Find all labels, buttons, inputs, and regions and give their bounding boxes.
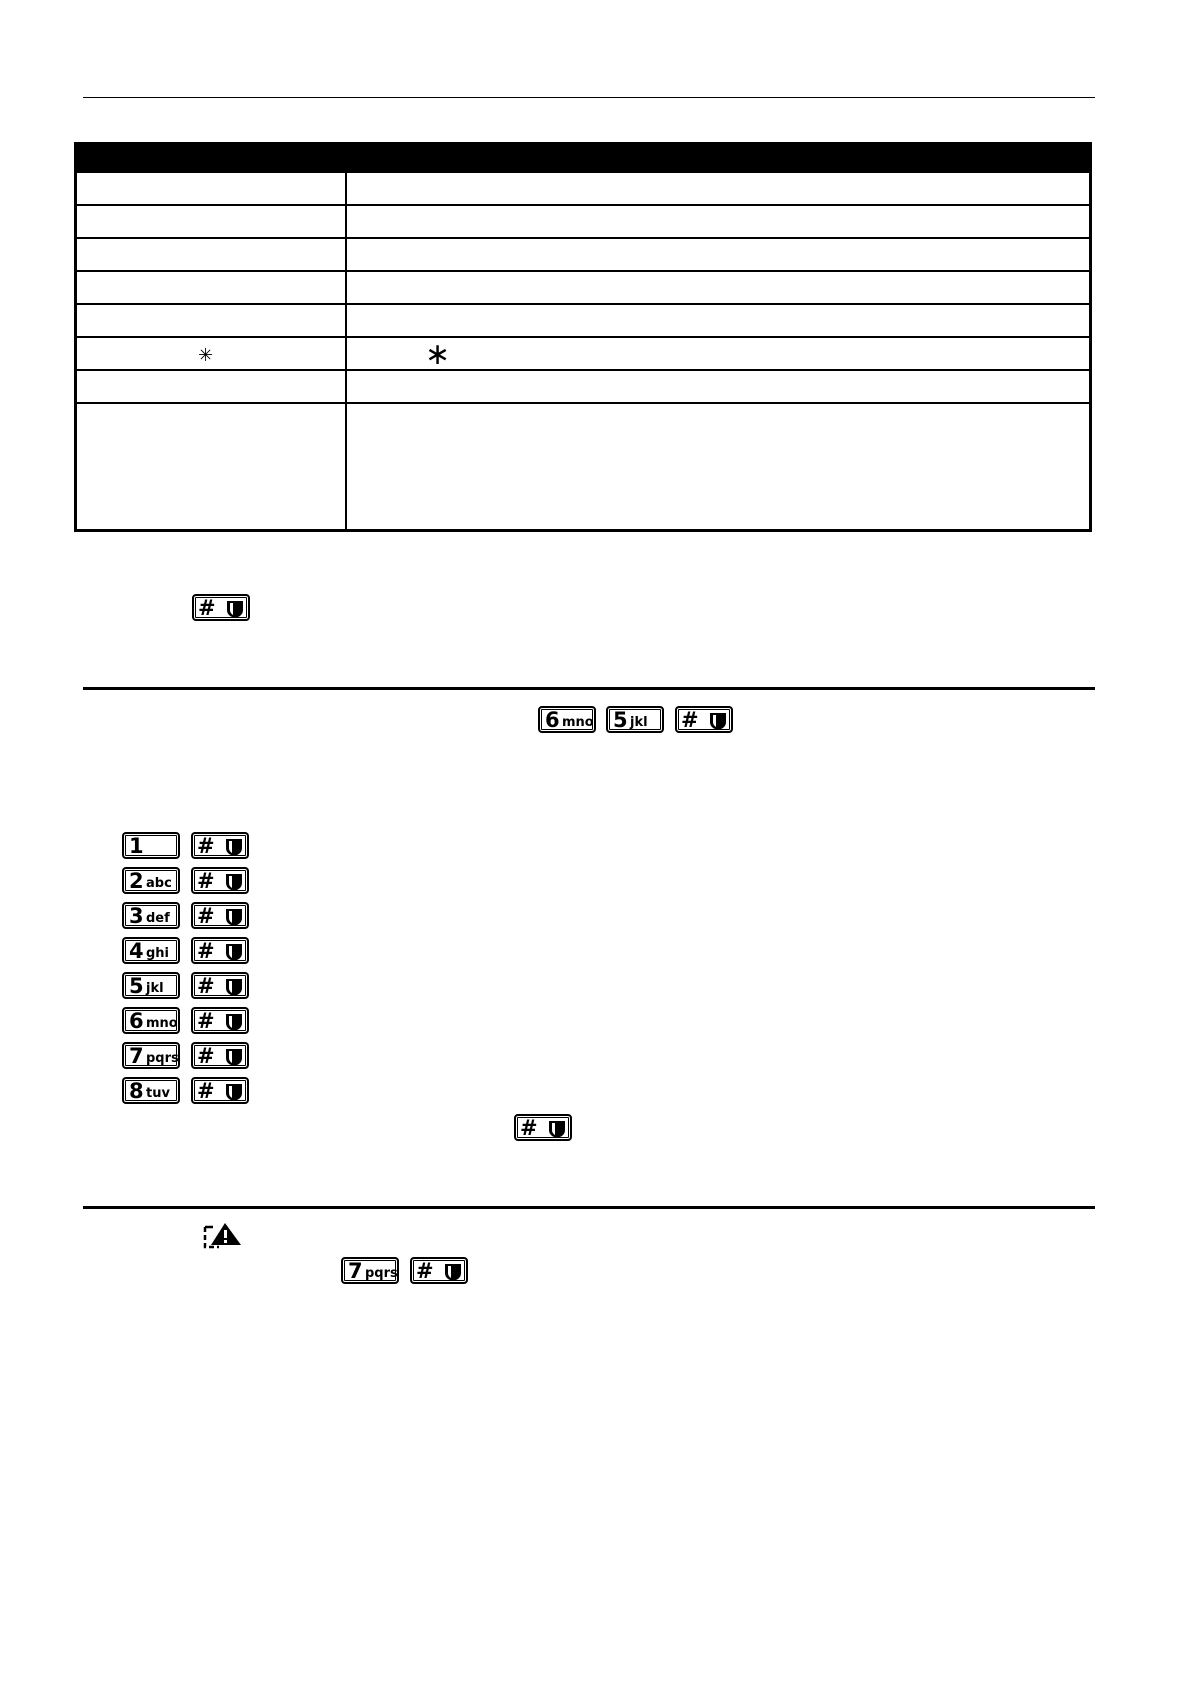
- shield-icon: [223, 942, 245, 962]
- key-digit: 1: [129, 834, 144, 858]
- shield-icon: [707, 711, 729, 731]
- key-5: [606, 706, 664, 733]
- hash-key: [191, 937, 249, 964]
- hash-key: [191, 902, 249, 929]
- hash-key: [191, 1077, 249, 1104]
- table-header-bar: [74, 142, 1092, 173]
- hash-symbol: #: [197, 974, 215, 998]
- key-letters: ghi: [146, 946, 170, 961]
- key-digit: 5: [613, 708, 628, 732]
- key-letters: mno: [146, 1016, 178, 1031]
- key-7: [122, 1042, 180, 1069]
- shield-icon: [223, 1082, 245, 1102]
- key-digit: 7: [348, 1259, 363, 1283]
- key-4: [122, 937, 180, 964]
- hash-symbol: #: [520, 1116, 538, 1140]
- table-row: [77, 404, 1089, 529]
- hash-symbol: #: [197, 904, 215, 928]
- key-letters: tuv: [146, 1086, 170, 1101]
- key-3: [122, 902, 180, 929]
- key-digit: 6: [129, 1009, 144, 1033]
- hash-key: [191, 832, 249, 859]
- key-letters: pqrs: [146, 1051, 179, 1066]
- table-row: [77, 173, 1089, 206]
- hash-key: [191, 1007, 249, 1034]
- hash-symbol: #: [198, 596, 216, 620]
- shield-icon: [442, 1262, 464, 1282]
- shield-icon: [223, 1047, 245, 1067]
- table-row: [77, 239, 1089, 272]
- key-1: [122, 832, 180, 859]
- hash-key: [191, 972, 249, 999]
- hash-key: [514, 1114, 572, 1141]
- key-5: [122, 972, 180, 999]
- shield-icon: [223, 872, 245, 892]
- top-rule: [83, 97, 1095, 98]
- key-letters: pqrs: [365, 1266, 398, 1281]
- table-row: [77, 338, 1089, 371]
- key-letters: def: [146, 911, 170, 926]
- key-digit: 5: [129, 974, 144, 998]
- key-digit: 6: [545, 708, 560, 732]
- key-digit: 3: [129, 904, 144, 928]
- hash-key: [191, 1042, 249, 1069]
- hash-key: [192, 594, 250, 621]
- table-row: [77, 206, 1089, 239]
- key-letters: jkl: [146, 981, 164, 996]
- key-6: [122, 1007, 180, 1034]
- table-row: [77, 305, 1089, 338]
- hash-symbol: #: [416, 1259, 434, 1283]
- key-letters: abc: [146, 876, 172, 891]
- shield-icon: [546, 1119, 568, 1139]
- key-digit: 4: [129, 939, 144, 963]
- warning-icon: [203, 1221, 243, 1249]
- key-digit: 8: [129, 1079, 144, 1103]
- key-digit: 7: [129, 1044, 144, 1068]
- hash-key: [410, 1257, 468, 1284]
- key-6: [538, 706, 596, 733]
- hash-symbol: #: [197, 1009, 215, 1033]
- table-row: [77, 272, 1089, 305]
- hash-symbol: #: [197, 1044, 215, 1068]
- key-letters: mno: [562, 715, 594, 730]
- hash-key: [191, 867, 249, 894]
- shield-icon: [223, 837, 245, 857]
- settings-table: [74, 142, 1092, 532]
- key-7: [341, 1257, 399, 1284]
- section-rule: [83, 1206, 1095, 1209]
- hash-symbol: #: [197, 1079, 215, 1103]
- key-2: [122, 867, 180, 894]
- table-row: [77, 371, 1089, 404]
- hash-key: [675, 706, 733, 733]
- key-8: [122, 1077, 180, 1104]
- star-icon: ∗: [425, 338, 451, 371]
- shield-icon: [223, 977, 245, 997]
- shield-icon: [223, 1012, 245, 1032]
- section-rule: [83, 687, 1095, 690]
- hash-symbol: #: [197, 939, 215, 963]
- key-digit: 2: [129, 869, 144, 893]
- star-key-icon: ✳: [198, 345, 214, 365]
- shield-icon: [224, 599, 246, 619]
- hash-symbol: #: [197, 834, 215, 858]
- hash-symbol: #: [197, 869, 215, 893]
- key-letters: jkl: [630, 715, 648, 730]
- shield-icon: [223, 907, 245, 927]
- hash-symbol: #: [681, 708, 699, 732]
